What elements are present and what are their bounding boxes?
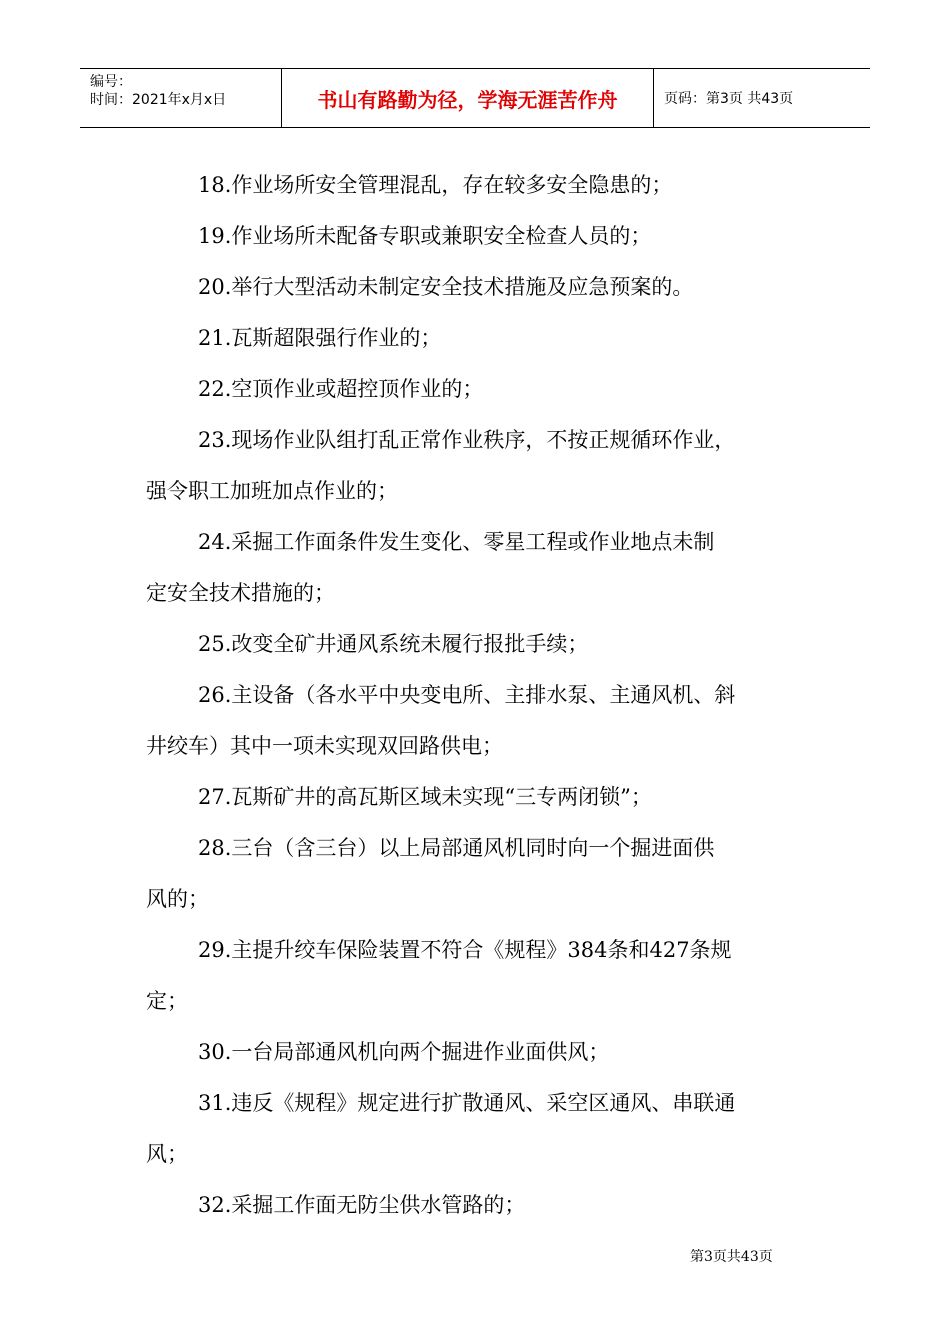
paragraph [146, 415, 806, 517]
paragraph-continuation: 风； [146, 1142, 188, 1166]
paragraph [146, 1027, 806, 1078]
paragraph-line: 24.采掘工作面条件发生变化、零星工程或作业地点未制 [198, 530, 715, 554]
paragraph-line: 27.瓦斯矿井的高瓦斯区域未实现“三专两闭锁”； [198, 785, 652, 809]
paragraph-line: 30.一台局部通风机向两个掘进作业面供风； [198, 1040, 610, 1064]
document-number-label: 编号： [90, 74, 132, 90]
header-page-code: 页码：第3页 共43页 [664, 91, 794, 107]
paragraph-continuation: 定； [146, 989, 188, 1013]
paragraph [146, 925, 806, 1027]
paragraph [146, 364, 806, 415]
paragraph [146, 772, 806, 823]
paragraph [146, 823, 806, 925]
paragraph-line: 32.采掘工作面无防尘供水管路的； [198, 1193, 526, 1217]
page-header [80, 68, 870, 128]
paragraph [146, 670, 806, 772]
paragraph [146, 1180, 806, 1231]
paragraph-line: 26.主设备（各水平中央变电所、主排水泵、主通风机、斜 [198, 683, 736, 707]
paragraph-continuation: 定安全技术措施的； [146, 581, 335, 605]
paragraph-line: 22.空顶作业或超控顶作业的； [198, 377, 484, 401]
paragraph [146, 517, 806, 619]
paragraph [146, 262, 806, 313]
paragraph-line: 28.三台（含三台）以上局部通风机同时向一个掘进面供 [198, 836, 715, 860]
paragraph-line: 25.改变全矿井通风系统未履行报批手续； [198, 632, 589, 656]
paragraph-line: 20.举行大型活动未制定安全技术措施及应急预案的。 [198, 275, 694, 299]
document-time-label: 时间：2021年x月x日 [90, 92, 227, 108]
paragraph-line: 21.瓦斯超限强行作业的； [198, 326, 442, 350]
paragraph [146, 313, 806, 364]
paragraph [146, 619, 806, 670]
header-meta [80, 69, 282, 127]
paragraph-line: 29.主提升绞车保险装置不符合《规程》384条和427条规 [198, 938, 732, 962]
paragraph [146, 1078, 806, 1180]
paragraph [146, 211, 806, 262]
paragraph-continuation: 风的； [146, 887, 209, 911]
page-footer: 第3页共43页 [690, 1249, 773, 1265]
paragraph-line: 31.违反《规程》规定进行扩散通风、采空区通风、串联通 [198, 1091, 736, 1115]
paragraph-line: 19.作业场所未配备专职或兼职安全检查人员的； [198, 224, 652, 248]
document-body [146, 160, 806, 1231]
header-motto: 书山有路勤为径，学海无涯苦作舟 [282, 69, 654, 127]
paragraph-continuation: 井绞车）其中一项未实现双回路供电； [146, 734, 503, 758]
paragraph [146, 160, 806, 211]
paragraph-line: 18.作业场所安全管理混乱，存在较多安全隐患的； [198, 173, 673, 197]
paragraph-line: 23.现场作业队组打乱正常作业秩序，不按正规循环作业， [198, 428, 736, 452]
paragraph-continuation: 强令职工加班加点作业的； [146, 479, 398, 503]
